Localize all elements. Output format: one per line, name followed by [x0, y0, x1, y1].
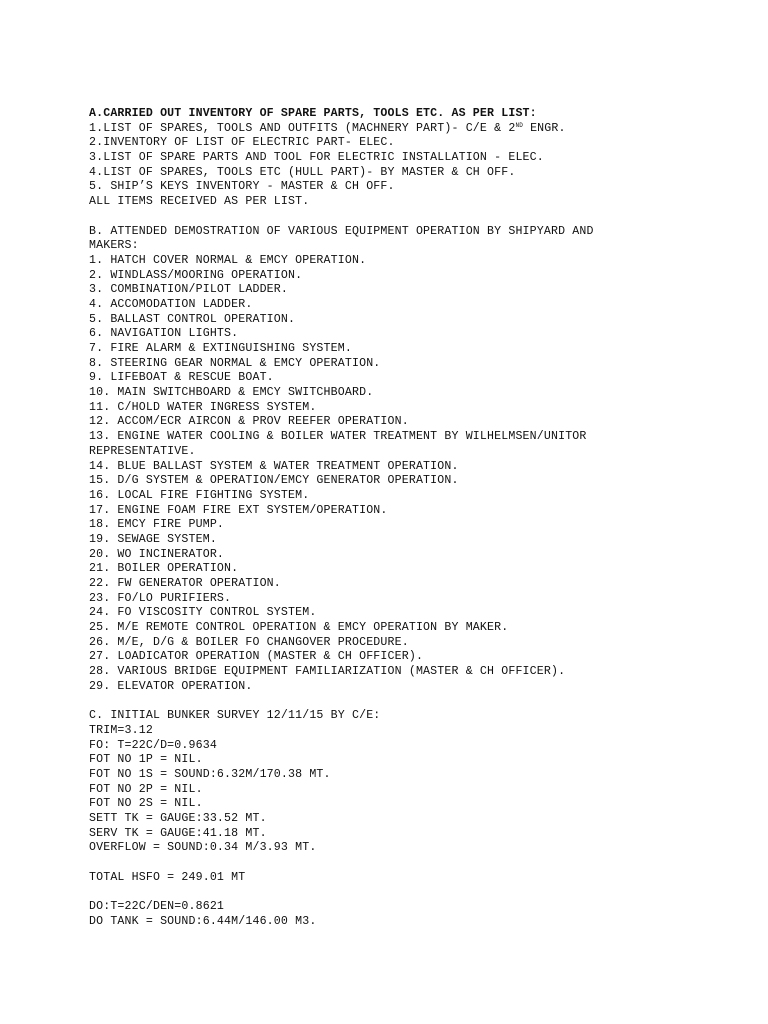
section-b-item: 24. FO VISCOSITY CONTROL SYSTEM.	[89, 606, 317, 620]
section-a-item: 2.INVENTORY OF LIST OF ELECTRIC PART- ELEC.	[89, 136, 395, 150]
section-b-item: 25. M/E REMOTE CONTROL OPERATION & EMCY OPERATION BY MAKER.	[89, 621, 509, 635]
section-a-item: 5. SHIP’S KEYS INVENTORY - MASTER & CH OFF.	[89, 180, 395, 194]
do-line: DO TANK = SOUND:6.44M/146.00 M3.	[89, 914, 317, 928]
section-c-line: FOT NO 1P = NIL.	[89, 753, 203, 767]
section-b-item: 20. WO INCINERATOR.	[89, 547, 225, 561]
section-b-item: 5. BALLAST CONTROL OPERATION.	[89, 312, 296, 326]
do-line: DO:T=22C/DEN=0.8621	[89, 900, 225, 914]
section-b-item: 3. COMBINATION/PILOT LADDER.	[89, 283, 289, 297]
section-c-line: C. INITIAL BUNKER SURVEY 12/11/15 BY C/E:	[89, 709, 381, 723]
section-b-item: 26. M/E, D/G & BOILER FO CHANGOVER PROCEDURE.	[89, 635, 409, 649]
section-b-item: 15. D/G SYSTEM & OPERATION/EMCY GENERATOR OPERATION.	[89, 474, 459, 488]
section-b-item: 12. ACCOM/ECR AIRCON & PROV REEFER OPERATION.	[89, 415, 409, 429]
item-1-superscript: ND	[515, 121, 523, 129]
section-c-line: TRIM=3.12	[89, 723, 153, 737]
section-b-item: 6. NAVIGATION LIGHTS.	[89, 327, 239, 341]
section-b-item: 13. ENGINE WATER COOLING & BOILER WATER TREATMENT BY WILHELMSEN/UNITOR	[89, 430, 587, 444]
section-b-item: 7. FIRE ALARM & EXTINGUISHING SYSTEM.	[89, 342, 352, 355]
section-c-line: FOT NO 2S = NIL.	[89, 797, 203, 811]
section-a-footer: ALL ITEMS RECEIVED AS PER LIST.	[89, 195, 310, 209]
section-c-line: FO: T=22C/D=0.9634	[89, 738, 217, 752]
section-b-item: 23. FO/LO PURIFIERS.	[89, 591, 232, 605]
spacer	[89, 210, 749, 225]
section-b-item: 9. LIFEBOAT & RESCUE BOAT.	[89, 371, 274, 385]
spacer	[89, 695, 749, 710]
document-page	[89, 107, 749, 930]
section-c-line: FOT NO 2P = NIL.	[89, 782, 203, 796]
do-list	[89, 900, 749, 929]
section-a-heading: A.CARRIED OUT INVENTORY OF SPARE PARTS, TOOLS ETC. AS PER LIST:	[89, 107, 537, 120]
section-b-item: 8. STEERING GEAR NORMAL & EMCY OPERATION.	[89, 356, 381, 370]
section-b-item: 11. C/HOLD WATER INGRESS SYSTEM.	[89, 400, 317, 414]
item-1-suffix: ENGR.	[522, 121, 566, 135]
section-b-item: 28. VARIOUS BRIDGE EQUIPMENT FAMILIARIZATION (MASTER & CH OFFICER).	[89, 665, 566, 679]
section-b-item: REPRESENTATIVE.	[89, 444, 196, 458]
section-c-line: OVERFLOW = SOUND:0.34 M/3.93 MT.	[89, 841, 317, 855]
section-b-item: 21. BOILER OPERATION.	[89, 562, 239, 576]
spacer	[89, 885, 749, 900]
spacer	[89, 856, 749, 871]
section-a-item: 4.LIST OF SPARES, TOOLS ETC (HULL PART)- BY MASTER & CH OFF.	[89, 165, 516, 179]
section-c-line: SETT TK = GAUGE:33.52 MT.	[89, 812, 267, 825]
section-b-heading: MAKERS:	[89, 239, 139, 253]
section-b-item: 14. BLUE BALLAST SYSTEM & WATER TREATMENT OPERATION.	[89, 459, 459, 473]
section-c-line: SERV TK = GAUGE:41.18 MT.	[89, 826, 267, 840]
section-b-item: 2. WINDLASS/MOORING OPERATION.	[89, 268, 303, 282]
item-1-text: 1.LIST OF SPARES, TOOLS AND OUTFITS (MACHNERY PART)- C/E & 2	[89, 121, 516, 135]
section-a-item: 3.LIST OF SPARE PARTS AND TOOL FOR ELECTRIC INSTALLATION - ELEC.	[89, 151, 544, 165]
section-b-item: 1. HATCH COVER NORMAL & EMCY OPERATION.	[89, 253, 367, 267]
section-b-item: 19. SEWAGE SYSTEM.	[89, 532, 217, 546]
section-b-item: 4. ACCOMODATION LADDER.	[89, 297, 253, 311]
section-b-item: 22. FW GENERATOR OPERATION.	[89, 577, 281, 590]
section-b-item: 17. ENGINE FOAM FIRE EXT SYSTEM/OPERATION.	[89, 503, 388, 517]
section-b-item: 18. EMCY FIRE PUMP.	[89, 518, 225, 532]
total-hsfo: TOTAL HSFO = 249.01 MT	[89, 870, 246, 884]
section-b-heading: B. ATTENDED DEMOSTRATION OF VARIOUS EQUIPMENT OPERATION BY SHIPYARD AND	[89, 224, 594, 238]
section-b-item: 29. ELEVATOR OPERATION.	[89, 679, 253, 693]
section-b-list	[89, 254, 749, 695]
section-b-item: 10. MAIN SWITCHBOARD & EMCY SWITCHBOARD.	[89, 386, 374, 400]
section-a-item-1	[89, 122, 749, 137]
section-b-item: 27. LOADICATOR OPERATION (MASTER & CH OFFICER).	[89, 650, 424, 664]
section-c-list	[89, 709, 749, 856]
section-c-line: FOT NO 1S = SOUND:6.32M/170.38 MT.	[89, 767, 331, 781]
section-b-item: 16. LOCAL FIRE FIGHTING SYSTEM.	[89, 488, 310, 502]
